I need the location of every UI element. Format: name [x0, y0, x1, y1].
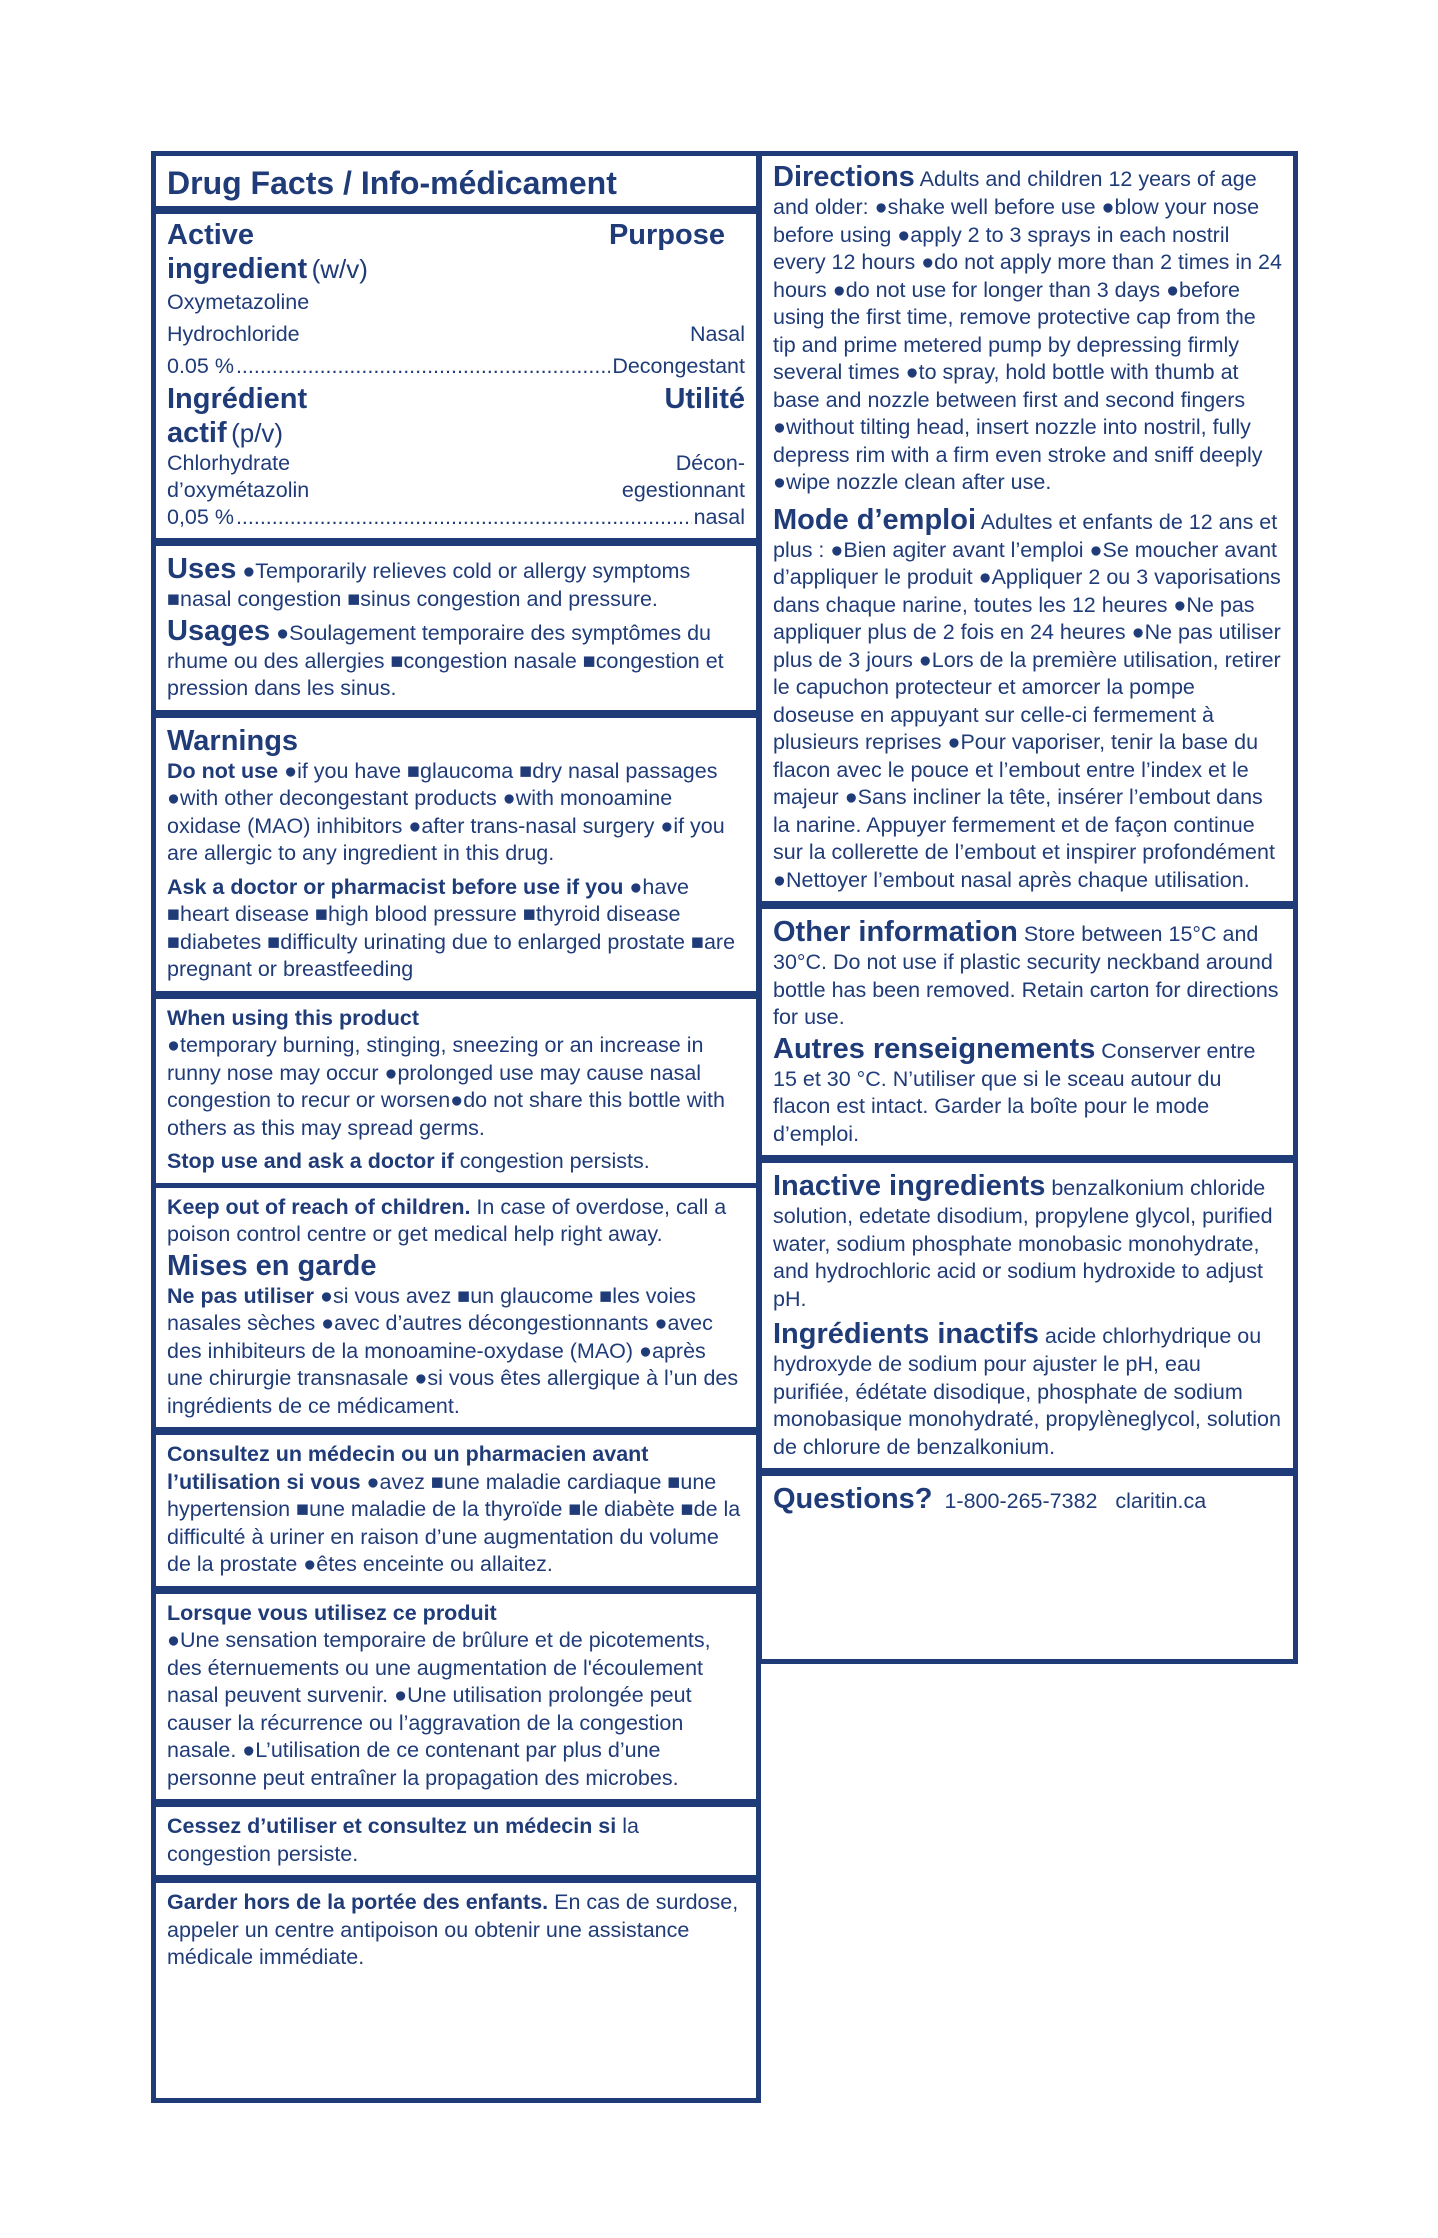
- do-not-use-text: ●if you have ■glaucoma ■dry nasal passages ●with other decongestant products ●with monoamine oxidase (MAO) inhibitors ●after trans-nasal surgery ●if you are allergic to any ingredient in this drug.: [167, 758, 725, 865]
- page-title: Drug Facts / Info-médicament: [167, 165, 617, 201]
- pv-label: (p/v): [231, 418, 284, 448]
- keep-out-heading: Keep out of reach of children.: [167, 1194, 471, 1219]
- cessez-section: [156, 1807, 756, 1883]
- purpose-decongestant: Decongestant: [612, 354, 745, 378]
- inactive-ingredients-heading: Inactive ingredients: [773, 1170, 1046, 1202]
- autres-renseignements-heading: Autres renseignements: [773, 1032, 1096, 1065]
- questions-phone: 1-800-265-7382: [944, 1489, 1098, 1513]
- fr-ingredient-name-1: Chlorhydrate: [167, 451, 291, 475]
- when-using-heading: When using this product: [167, 1005, 420, 1030]
- purpose-heading: Purpose: [608, 219, 725, 251]
- purpose-nasal: Nasal: [690, 322, 745, 346]
- inactive-ingredients-section: [762, 1163, 1293, 1476]
- usages-text: ●Soulagement temporaire des symptômes du rhume ou des allergies ■congestion nasale ■congestion et pression dans les sinus.: [167, 620, 724, 700]
- consultez-text: ●avez ■une maladie cardiaque ■une hypertension ■une maladie de la thyroïde ■le diabète ■de la difficulté à uriner en raison d’une augmentation du volume de la prostate ●êtes enceinte ou allaitez.: [167, 1469, 741, 1576]
- garder-text: En cas de surdose, appeler un centre antipoison ou obtenir une assistance médicale immédiate.: [167, 1890, 739, 1969]
- wv-label: (w/v): [311, 254, 368, 284]
- uses-section: [156, 546, 756, 718]
- ingredients-inactifs-text: acide chlorhydrique ou hydroxyde de sodium pour ajuster le pH, eau purifiée, édétate disodique, phosphate de sodium monobasique monohydraté, propylèneglycol, solution de chlorure de benzalkonium.: [773, 1324, 1281, 1459]
- uses-heading: Uses: [167, 553, 237, 585]
- leader-dots: [236, 350, 610, 382]
- mode-emploi-text: Adultes et enfants de 12 ans et plus : ●Bien agiter avant l’emploi ●Se moucher avant d’appliquer le produit ●Appliquer 2 ou 3 vaporisations dans chaque narine, toutes les 12 heures ●Ne pas appliquer plus de 2 fois en 24 heures ●Ne pas utiliser plus de 3 jours ●Lors de la première utilisation, retirer le capuchon protecteur et amorcer la pompe doseuse en appuyant sur celle-ci fermement à plusieurs reprises ●Pour vaporiser, tenir la base du flacon avec le pouce et l’embout entre l’index et le majeur ●Sans incliner la tête, insérer l’embout dans la narine. Appuyer fermement et de façon continue sur la collerette de l’embout et inspirer profondément ●Nettoyer l’embout nasal après chaque utilisation.: [773, 509, 1281, 892]
- autres-renseignements-text: Conserver entre 15 et 30 °C. N’utiliser que si le sceau autour du flacon est intact. Garder la boîte pour le mode d’emploi.: [773, 1038, 1256, 1146]
- other-information-text: Store between 15°C and 30°C. Do not use if plastic security neckband around bottle has been removed. Retain carton for directions for use.: [773, 922, 1279, 1029]
- questions-section: [762, 1476, 1293, 1523]
- fr-purpose-1: Décon-: [675, 451, 745, 475]
- other-information-heading: Other information: [773, 916, 1018, 948]
- directions-section: [762, 156, 1293, 909]
- ingredient-name-1: Oxymetazoline: [167, 290, 310, 314]
- ask-doctor-heading: Ask a doctor or pharmacist before use if you: [167, 874, 624, 899]
- mode-emploi-heading: Mode d’emploi: [773, 503, 976, 536]
- directions-heading: Directions: [773, 161, 915, 193]
- usages-heading: Usages: [167, 614, 271, 647]
- consultez-heading: Consultez un médecin ou un pharmacien avant l’utilisation si vous: [167, 1442, 649, 1494]
- ne-pas-utiliser-heading: Ne pas utiliser: [167, 1283, 314, 1308]
- title-section: [156, 156, 756, 214]
- questions-heading: Questions?: [773, 1483, 933, 1515]
- garder-section: [156, 1883, 756, 1979]
- lorsque-heading: Lorsque vous utilisez ce produit: [167, 1600, 497, 1625]
- ingredient-amount: 0.05 %: [167, 354, 234, 378]
- fr-purpose-3: nasal: [693, 505, 745, 529]
- keep-out-section: [156, 1188, 756, 1436]
- drug-facts-right-column: [757, 151, 1298, 1664]
- drug-facts-left-column: [151, 151, 761, 2103]
- mises-en-garde-heading: Mises en garde: [167, 1249, 377, 1282]
- fr-utilite-heading: Utilité: [664, 383, 745, 415]
- fr-purpose-2: egestionnant: [621, 478, 745, 502]
- directions-text: Adults and children 12 years of age and older: ●shake well before use ●blow your nose before using ●apply 2 to 3 sprays in each nostril every 12 hours ●do not apply more than 2 times in 24 hours ●do not use for longer than 3 days ●before using the first time, remove protective cap from the tip and prime metered pump by depressing firmly several times ●to spray, hold bottle with thumb at base and nozzle between first and second fingers ●without tilting head, insert nozzle into nostril, fully depress rim with a firm even stroke and sniff deeply ●wipe nozzle clean after use.: [773, 167, 1282, 494]
- inactive-ingredients-text: benzalkonium chloride solution, edetate disodium, propylene glycol, purified water, sodium phosphate monobasic monohydrate, and hydrochloric acid or sodium hydroxide to adjust pH.: [773, 1176, 1273, 1311]
- stop-use-heading: Stop use and ask a doctor if: [167, 1149, 454, 1173]
- active-ingredient-section: [156, 214, 756, 546]
- ingredient-heading: ingredient: [167, 253, 308, 285]
- garder-heading: Garder hors de la portée des enfants.: [167, 1890, 549, 1914]
- stop-use-text: congestion persists.: [453, 1149, 650, 1173]
- ingredient-name-2: Hydrochloride: [167, 322, 300, 346]
- ne-pas-utiliser-text: ●si vous avez ■un glaucome ■les voies nasales sèches ●avec d’autres décongestionnants ●avec des inhibiteurs de la monoamine-oxydase (MAO) ●après une chirurgie transnasale ●si vous êtes allergique à l’un des ingrédients de ce médicament.: [167, 1283, 739, 1418]
- questions-web: claritin.ca: [1115, 1489, 1207, 1513]
- fr-actif-heading: actif: [167, 417, 227, 449]
- fr-ingredient-heading: Ingrédient: [167, 383, 308, 415]
- other-information-section: [762, 909, 1293, 1163]
- do-not-use-heading: Do not use: [167, 758, 279, 783]
- ingredients-inactifs-heading: Ingrédients inactifs: [773, 1318, 1039, 1350]
- warnings-heading: Warnings: [167, 724, 299, 757]
- when-using-section: [156, 999, 756, 1188]
- cessez-heading: Cessez d’utiliser et consultez un médecin si: [167, 1814, 617, 1838]
- active-heading: Active: [167, 219, 255, 251]
- leader-dots: [236, 504, 692, 531]
- lorsque-section: [156, 1594, 756, 1808]
- when-using-text: ●temporary burning, stinging, sneezing or an increase in runny nose may occur ●prolonged use may cause nasal congestion to recur or worsen●do not share this bottle with others as this may spread germs.: [167, 1033, 725, 1140]
- ask-doctor-text: ●have ■heart disease ■high blood pressure ■thyroid disease ■diabetes ■difficulty urinating due to enlarged prostate ■are pregnant or breastfeeding: [167, 874, 736, 981]
- cessez-text: la congestion persiste.: [167, 1814, 639, 1866]
- fr-ingredient-name-2: d’oxymétazolin: [167, 478, 310, 502]
- warnings-section: [156, 718, 756, 999]
- consultez-section: [156, 1435, 756, 1594]
- keep-out-text: In case of overdose, call a poison control centre or get medical help right away.: [167, 1194, 727, 1246]
- uses-text: ●Temporarily relieves cold or allergy symptoms ■nasal congestion ■sinus congestion and pressure.: [167, 559, 691, 611]
- lorsque-text: ●Une sensation temporaire de brûlure et de picotements, des éternuements ou une augmentation de l'écoulement nasal peuvent survenir. ●Une utilisation prolongée peut causer la récurrence ou l’aggravation de la congestion nasale. ●L’utilisation de ce contenant par plus d’une personne peut entraîner la propagation des microbes.: [167, 1628, 711, 1790]
- fr-ingredient-amount: 0,05 %: [167, 505, 234, 529]
